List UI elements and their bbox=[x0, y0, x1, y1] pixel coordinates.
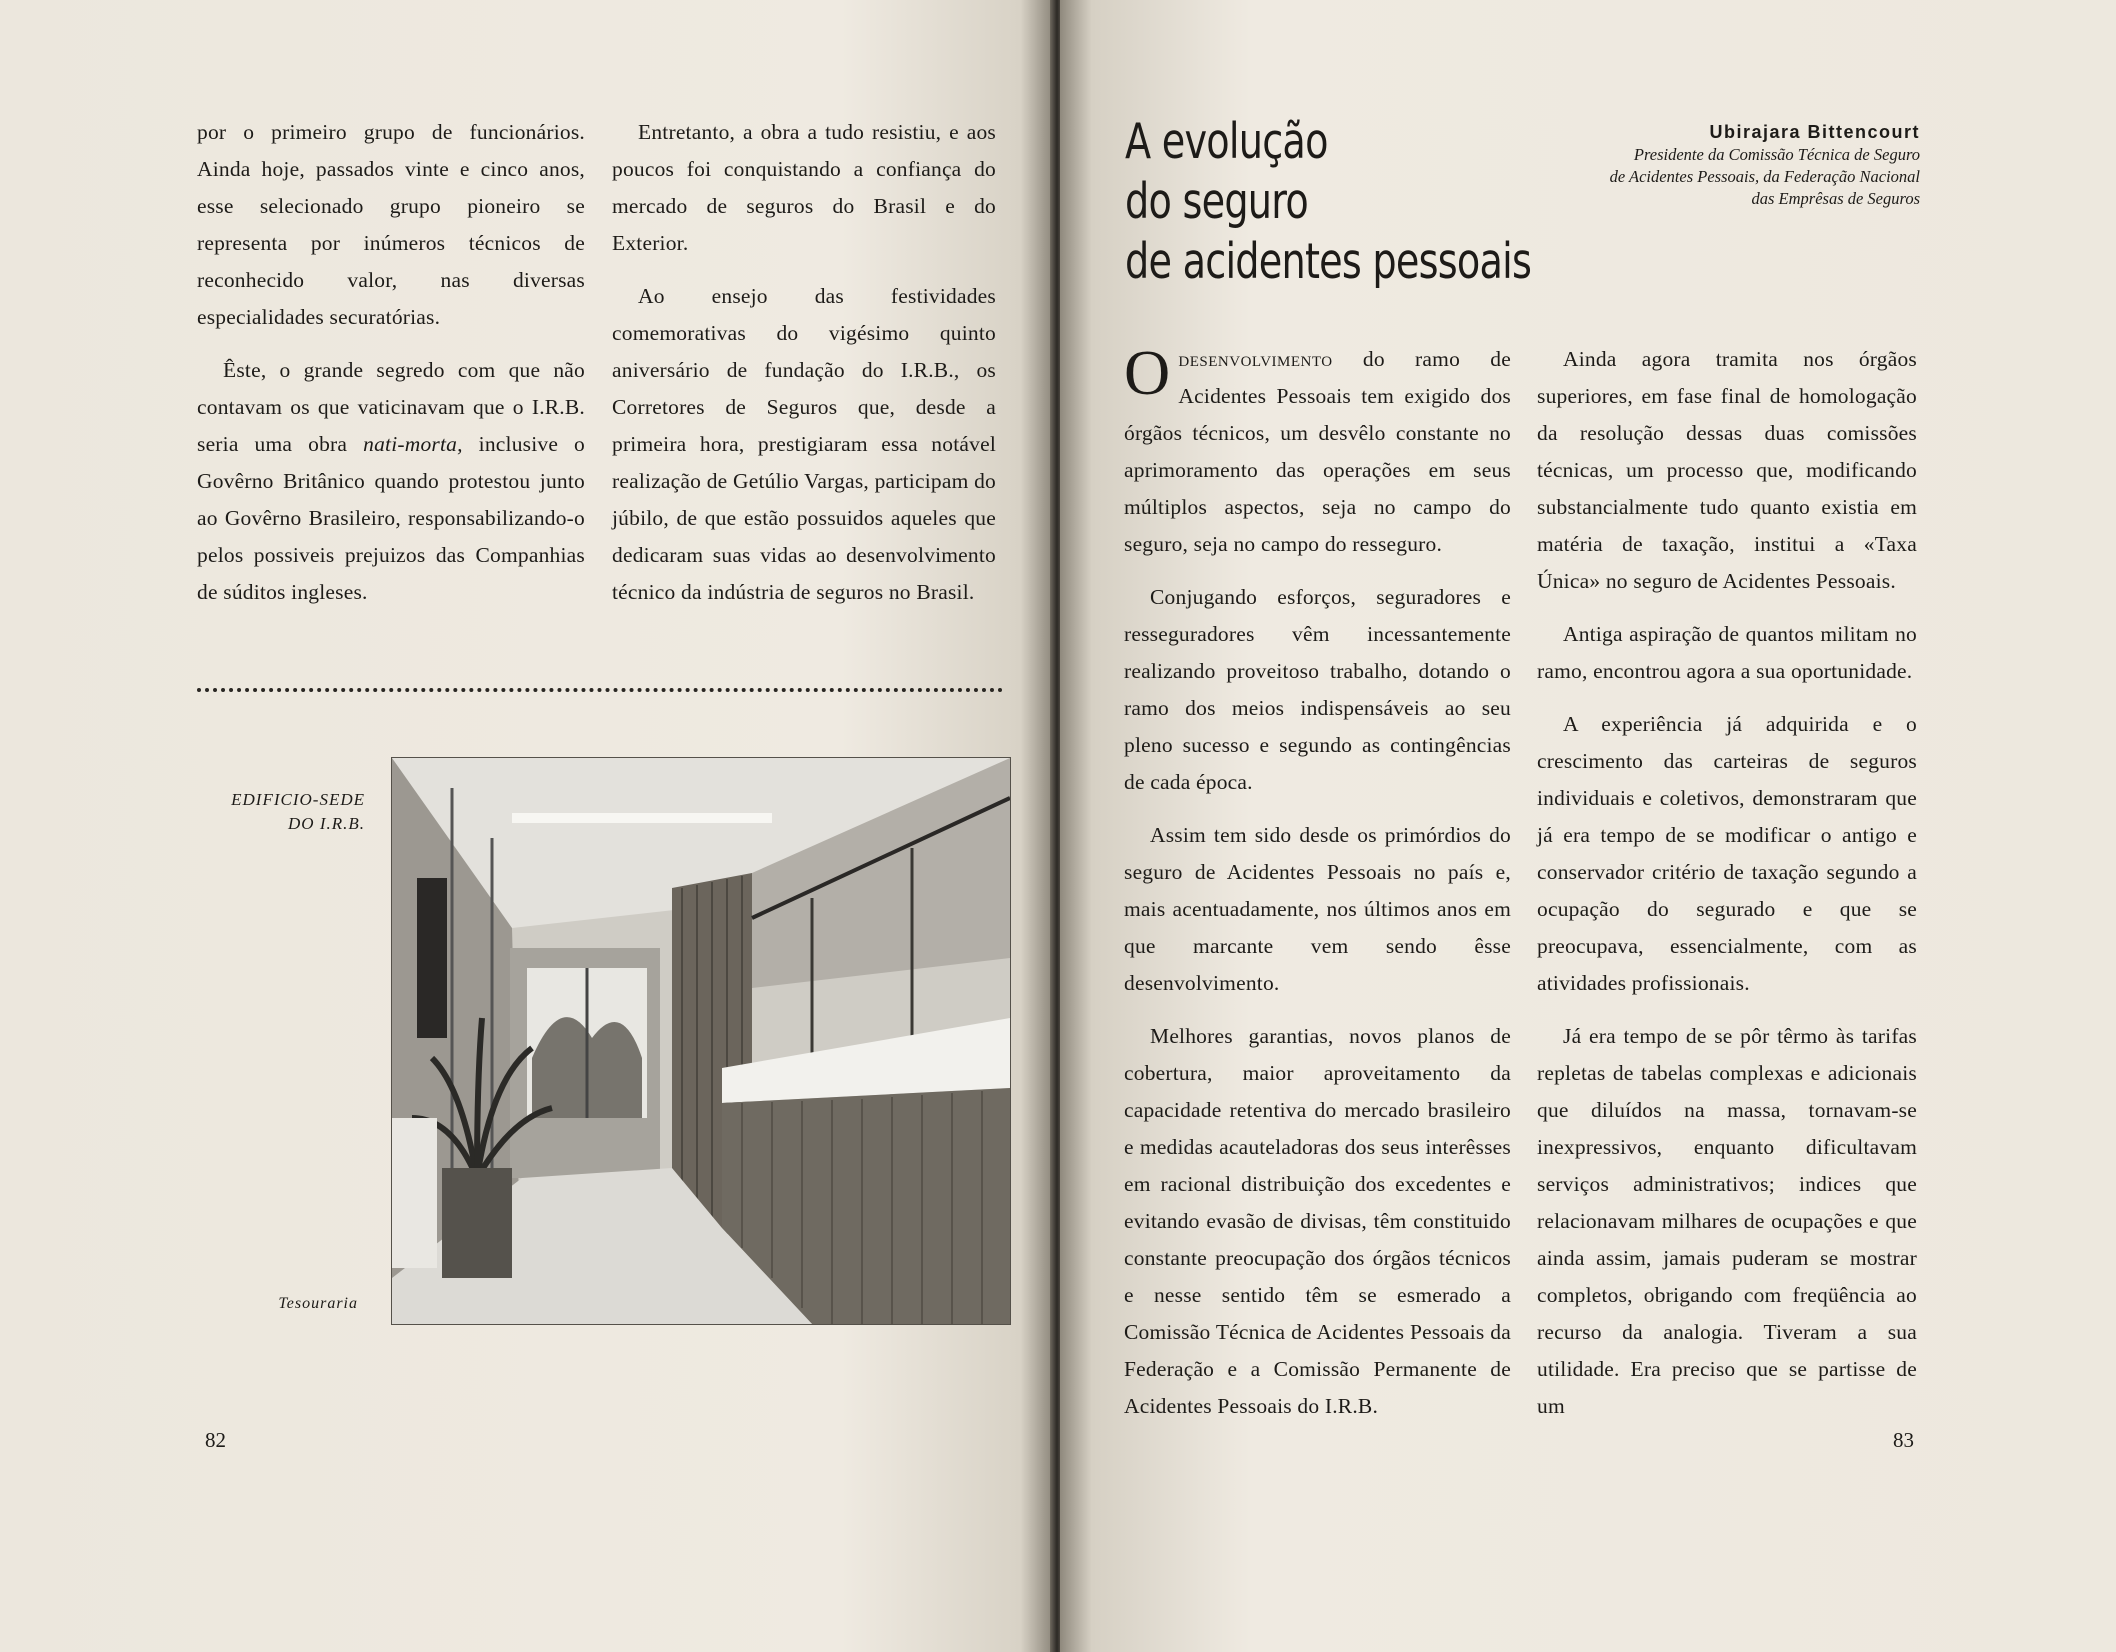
author-name: Ubirajara Bittencourt bbox=[1709, 122, 1920, 142]
left-page bbox=[0, 0, 1052, 1652]
caption-line: EDIFICIO-SEDE bbox=[231, 790, 365, 809]
left-column-2 bbox=[612, 114, 996, 611]
page-number-left: 82 bbox=[205, 1428, 226, 1452]
page-number-right: 83 bbox=[1893, 1428, 1914, 1452]
right-column-2 bbox=[1537, 341, 1917, 1425]
caption-line: DO I.R.B. bbox=[288, 814, 365, 833]
paragraph: Conjugando esforços, seguradores e resseguradores vêm incessantemente realizando proveitoso trabalho, dotando o ramo dos meios indispensáveis ao seu pleno sucesso e segundo as contingências de cada época. bbox=[1124, 585, 1511, 794]
photo-caption-bottom: Tesouraria bbox=[278, 1295, 358, 1312]
paragraph-text: do ramo de Acidentes Pessoais tem exigido dos órgãos técnicos, um desvêlo constante no aprimoramento das operações em seus múltiplos aspectos, seja no campo do seguro, seja no campo do resseguro. bbox=[1124, 347, 1511, 556]
paragraph-text: inclusive o Govêrno Britânico quando protestou junto ao Govêrno Brasileiro, responsabilizando-o pelos possiveis prejuizos das Companhias de súditos ingleses. bbox=[197, 432, 585, 604]
title-line: do seguro bbox=[1125, 173, 1308, 230]
paragraph bbox=[1124, 337, 1511, 563]
right-column-1 bbox=[1124, 337, 1511, 1425]
paragraph: Melhores garantias, novos planos de cobertura, maior aproveitamento da capacidade retentiva do mercado brasileiro e medidas acauteladoras dos seus interêsses em racional distribuição dos excedentes e evitando evasão de divisas, têm constituido constante preocupação dos órgãos técnicos e nesse sentido têm se esmerado a Comissão Técnica de Acidentes Pessoais da Federação e a Comissão Permanente de Acidentes Pessoais do I.R.B. bbox=[1124, 1024, 1511, 1418]
italic-term: nati-morta, bbox=[363, 432, 463, 456]
photo-caption-top bbox=[205, 788, 365, 836]
paragraph-text: Êste, o grande segredo com que não contavam os que vaticinavam que o I.R.B. seria uma obra bbox=[197, 358, 585, 456]
drop-cap: O bbox=[1124, 337, 1171, 408]
title-line: A evolução bbox=[1125, 113, 1328, 170]
paragraph: Ainda agora tramita nos órgãos superiores, em fase final de homologação da resolução dessas duas comissões técnicas, um processo que, modificando substancialmente tudo quanto existia em matéria de taxação, institui a «Taxa Única» no seguro de Acidentes Pessoais. bbox=[1537, 347, 1917, 593]
paragraph: Ao ensejo das festividades comemorativas do vigésimo quinto aniversário de fundação do I.R.B., os Corretores de Seguros que, desde a primeira hora, prestigiaram essa notável realização de Getúlio Vargas, participam do júbilo, de que estão possuidos aqueles que dedicaram suas vidas ao desenvolvimento técnico da indústria de seguros no Brasil. bbox=[612, 284, 996, 604]
office-interior-image bbox=[392, 758, 1010, 1324]
paragraph: Entretanto, a obra a tudo resistiu, e aos poucos foi conquistando a confiança do mercado de seguros do Brasil e do Exterior. bbox=[612, 120, 996, 255]
author-role-line: de Acidentes Pessoais, da Federação Nacional bbox=[1609, 167, 1920, 186]
paragraph: Já era tempo de se pôr têrmo às tarifas repletas de tabelas complexas e adicionais que diluídos na massa, tornavam-se inexpressivos, enquanto dificultavam serviços administrativos; indices que relacionavam milhares de ocupações e que ainda assim, jamais puderam se mostrar completos, obrigando com freqüência ao recurso da analogia. Tiveram a sua utilidade. Era preciso que se partisse de um bbox=[1537, 1024, 1917, 1418]
paragraph: A experiência já adquirida e o crescimento das carteiras de seguros individuais e coletivos, demonstraram que já era tempo de se modificar o antigo e conservador critério de taxação segundo a ocupação do segurado e que se preocupava, essencialmente, com as atividades profissionais. bbox=[1537, 712, 1917, 995]
lead-in-words: desenvolvimento bbox=[1178, 347, 1333, 371]
left-column-1 bbox=[197, 114, 585, 611]
byline bbox=[1520, 120, 1920, 210]
paragraph: Assim tem sido desde os primórdios do seguro de Acidentes Pessoais no país e, mais acentuadamente, nos últimos anos em que marcante vem sendo êsse desenvolvimento. bbox=[1124, 823, 1511, 995]
paragraph bbox=[197, 352, 585, 611]
author-role-line: das Emprêsas de Seguros bbox=[1751, 189, 1920, 208]
paragraph: Antiga aspiração de quantos militam no ramo, encontrou agora a sua oportunidade. bbox=[1537, 622, 1917, 683]
article-title bbox=[1125, 112, 1532, 292]
office-photo bbox=[391, 757, 1011, 1325]
dotted-divider bbox=[197, 688, 1003, 692]
author-role-line: Presidente da Comissão Técnica de Seguro bbox=[1633, 145, 1920, 164]
paragraph: por o primeiro grupo de funcionários. Ainda hoje, passados vinte e cinco anos, esse selecionado grupo pioneiro se representa por inúmeros técnicos de reconhecido valor, nas diversas especialidades securatórias. bbox=[197, 120, 585, 329]
title-line: de acidentes pessoais bbox=[1125, 233, 1532, 290]
